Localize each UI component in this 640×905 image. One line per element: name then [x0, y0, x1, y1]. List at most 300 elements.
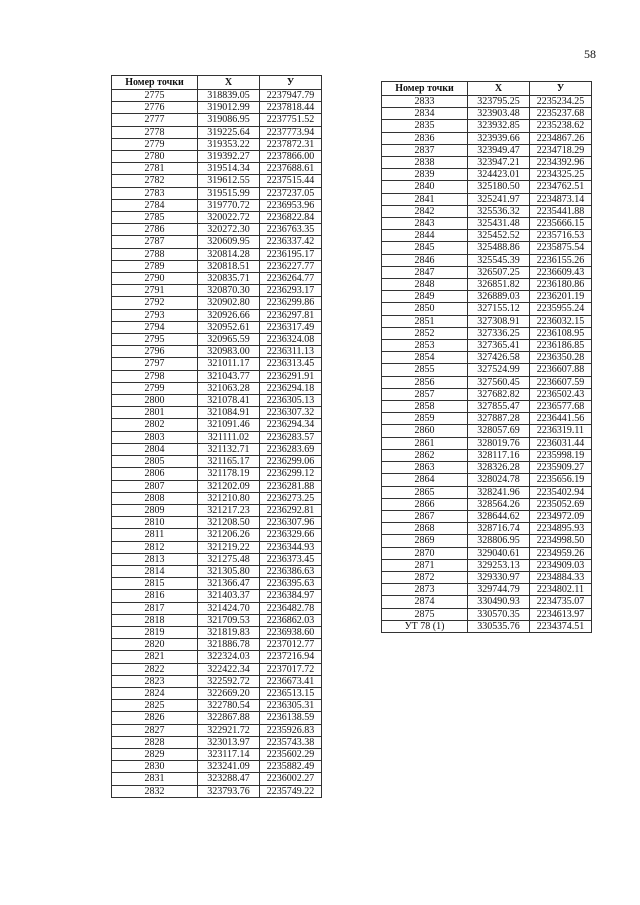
cell-point-number: 2835 [382, 120, 468, 132]
table-row [382, 620, 592, 632]
cell-x: 319012.99 [198, 102, 260, 114]
cell-point-number: 2778 [112, 126, 198, 138]
cell-y: 2236313.45 [260, 358, 322, 370]
cell-x: 319086.95 [198, 114, 260, 126]
table-row [382, 230, 592, 242]
table-row [112, 651, 322, 663]
cell-x: 319770.72 [198, 199, 260, 211]
cell-x: 320609.95 [198, 236, 260, 248]
cell-y: 2234802.11 [530, 584, 592, 596]
cell-x: 321208.50 [198, 517, 260, 529]
header-point-number: Номер точки [112, 76, 198, 90]
cell-x: 327855.47 [468, 401, 530, 413]
cell-x: 327308.91 [468, 315, 530, 327]
cell-point-number: 2856 [382, 376, 468, 388]
cell-point-number: 2777 [112, 114, 198, 126]
cell-x: 325488.86 [468, 242, 530, 254]
cell-point-number: 2861 [382, 437, 468, 449]
table-row [382, 498, 592, 510]
cell-x: 328326.28 [468, 462, 530, 474]
cell-point-number: 2804 [112, 443, 198, 455]
table-row [382, 413, 592, 425]
cell-point-number: 2794 [112, 321, 198, 333]
table-row [382, 266, 592, 278]
table-row [112, 395, 322, 407]
cell-x: 328644.62 [468, 510, 530, 522]
cell-y: 2236227.77 [260, 260, 322, 272]
cell-x: 319353.22 [198, 138, 260, 150]
cell-y: 2236138.59 [260, 712, 322, 724]
cell-y: 2236155.26 [530, 254, 592, 266]
table-row [382, 474, 592, 486]
cell-x: 320835.71 [198, 273, 260, 285]
table-row [112, 126, 322, 138]
cell-y: 2237773.94 [260, 126, 322, 138]
cell-x: 327336.25 [468, 327, 530, 339]
cell-x: 321043.77 [198, 370, 260, 382]
cell-point-number: 2845 [382, 242, 468, 254]
cell-y: 2235234.25 [530, 96, 592, 108]
cell-point-number: 2868 [382, 523, 468, 535]
table-row [112, 480, 322, 492]
table-row [112, 443, 322, 455]
cell-y: 2235926.83 [260, 724, 322, 736]
cell-point-number: 2816 [112, 590, 198, 602]
cell-point-number: 2840 [382, 181, 468, 193]
cell-x: 328024.78 [468, 474, 530, 486]
page-number: 58 [584, 47, 596, 61]
cell-y: 2236297.81 [260, 309, 322, 321]
cell-y: 2236319.11 [530, 425, 592, 437]
cell-point-number: 2833 [382, 96, 468, 108]
cell-x: 321217.23 [198, 504, 260, 516]
cell-x: 328716.74 [468, 523, 530, 535]
cell-y: 2236607.88 [530, 364, 592, 376]
cell-y: 2234867.26 [530, 132, 592, 144]
cell-x: 319225.64 [198, 126, 260, 138]
cell-y: 2237751.52 [260, 114, 322, 126]
cell-point-number: 2784 [112, 199, 198, 211]
table-row [112, 504, 322, 516]
cell-y: 2234972.09 [530, 510, 592, 522]
cell-point-number: УТ 78 (1) [382, 620, 468, 632]
table-row [382, 449, 592, 461]
table-row [112, 407, 322, 419]
cell-y: 2234884.33 [530, 571, 592, 583]
cell-y: 2235716.53 [530, 230, 592, 242]
cell-x: 326889.03 [468, 291, 530, 303]
table-row [382, 608, 592, 620]
cell-x: 321366.47 [198, 578, 260, 590]
cell-point-number: 2828 [112, 736, 198, 748]
table-row [382, 584, 592, 596]
cell-point-number: 2863 [382, 462, 468, 474]
cell-point-number: 2870 [382, 547, 468, 559]
table-row [112, 321, 322, 333]
cell-point-number: 2841 [382, 193, 468, 205]
cell-point-number: 2847 [382, 266, 468, 278]
cell-y: 2236441.56 [530, 413, 592, 425]
header-y: У [260, 76, 322, 90]
cell-point-number: 2818 [112, 614, 198, 626]
cell-y: 2236180.86 [530, 279, 592, 291]
cell-point-number: 2830 [112, 761, 198, 773]
cell-y: 2236294.18 [260, 382, 322, 394]
cell-x: 320818.51 [198, 260, 260, 272]
cell-y: 2236305.31 [260, 700, 322, 712]
cell-y: 2235602.29 [260, 748, 322, 760]
cell-y: 2234735.07 [530, 596, 592, 608]
table-header-row [112, 76, 322, 90]
cell-point-number: 2853 [382, 340, 468, 352]
table-row [382, 486, 592, 498]
table-row [112, 90, 322, 102]
cell-x: 329330.97 [468, 571, 530, 583]
table-row [382, 425, 592, 437]
cell-x: 322867.88 [198, 712, 260, 724]
cell-y: 2236186.85 [530, 340, 592, 352]
cell-point-number: 2820 [112, 639, 198, 651]
table-row [382, 340, 592, 352]
cell-point-number: 2873 [382, 584, 468, 596]
cell-y: 2236293.17 [260, 285, 322, 297]
cell-point-number: 2815 [112, 578, 198, 590]
table-row [112, 346, 322, 358]
cell-y: 2236344.93 [260, 541, 322, 553]
cell-point-number: 2821 [112, 651, 198, 663]
cell-y: 2235238.62 [530, 120, 592, 132]
cell-point-number: 2782 [112, 175, 198, 187]
table-row [382, 120, 592, 132]
cell-point-number: 2810 [112, 517, 198, 529]
cell-point-number: 2862 [382, 449, 468, 461]
cell-point-number: 2799 [112, 382, 198, 394]
table-row [382, 254, 592, 266]
cell-x: 320870.30 [198, 285, 260, 297]
cell-point-number: 2850 [382, 303, 468, 315]
cell-y: 2235882.49 [260, 761, 322, 773]
cell-point-number: 2792 [112, 297, 198, 309]
cell-x: 322669.20 [198, 687, 260, 699]
cell-x: 323947.21 [468, 157, 530, 169]
cell-x: 320814.28 [198, 248, 260, 260]
cell-point-number: 2812 [112, 541, 198, 553]
table-row [112, 151, 322, 163]
cell-x: 321210.80 [198, 492, 260, 504]
cell-x: 321886.78 [198, 639, 260, 651]
cell-x: 321403.37 [198, 590, 260, 602]
cell-y: 2236938.60 [260, 626, 322, 638]
cell-y: 2236291.91 [260, 370, 322, 382]
table-row [112, 724, 322, 736]
table-row [382, 96, 592, 108]
cell-x: 328806.95 [468, 535, 530, 547]
cell-y: 2236384.97 [260, 590, 322, 602]
cell-point-number: 2780 [112, 151, 198, 163]
cell-y: 2235656.19 [530, 474, 592, 486]
cell-x: 320272.30 [198, 224, 260, 236]
cell-y: 2236513.15 [260, 687, 322, 699]
cell-y: 2236577.68 [530, 401, 592, 413]
cell-point-number: 2854 [382, 352, 468, 364]
cell-point-number: 2844 [382, 230, 468, 242]
cell-y: 2234613.97 [530, 608, 592, 620]
table-row [112, 138, 322, 150]
table-row [112, 700, 322, 712]
cell-x: 321165.17 [198, 456, 260, 468]
cell-x: 328019.76 [468, 437, 530, 449]
table-row [112, 456, 322, 468]
cell-x: 323288.47 [198, 773, 260, 785]
table-row [112, 529, 322, 541]
cell-point-number: 2790 [112, 273, 198, 285]
cell-x: 329744.79 [468, 584, 530, 596]
cell-x: 319514.34 [198, 163, 260, 175]
table-row [382, 279, 592, 291]
table-row [112, 590, 322, 602]
cell-y: 2237872.31 [260, 138, 322, 150]
cell-x: 328564.26 [468, 498, 530, 510]
cell-x: 321063.28 [198, 382, 260, 394]
cell-x: 322780.54 [198, 700, 260, 712]
cell-y: 2236317.49 [260, 321, 322, 333]
cell-x: 323013.97 [198, 736, 260, 748]
cell-y: 2236822.84 [260, 212, 322, 224]
table-row [112, 663, 322, 675]
cell-point-number: 2802 [112, 419, 198, 431]
cell-y: 2236305.13 [260, 395, 322, 407]
cell-x: 323932.85 [468, 120, 530, 132]
cell-point-number: 2791 [112, 285, 198, 297]
cell-point-number: 2852 [382, 327, 468, 339]
cell-y: 2236607.59 [530, 376, 592, 388]
table-row [382, 157, 592, 169]
cell-y: 2235402.94 [530, 486, 592, 498]
table-row [112, 492, 322, 504]
cell-y: 2234718.29 [530, 144, 592, 156]
cell-y: 2236031.44 [530, 437, 592, 449]
cell-y: 2237515.44 [260, 175, 322, 187]
cell-y: 2234762.51 [530, 181, 592, 193]
cell-x: 328057.69 [468, 425, 530, 437]
cell-point-number: 2806 [112, 468, 198, 480]
cell-point-number: 2781 [112, 163, 198, 175]
cell-x: 321132.71 [198, 443, 260, 455]
cell-y: 2236032.15 [530, 315, 592, 327]
cell-point-number: 2819 [112, 626, 198, 638]
cell-y: 2236395.63 [260, 578, 322, 590]
cell-point-number: 2849 [382, 291, 468, 303]
table-row [112, 224, 322, 236]
table-row [112, 773, 322, 785]
coordinates-table-left [111, 75, 322, 798]
cell-x: 321111.02 [198, 431, 260, 443]
cell-y: 2236283.57 [260, 431, 322, 443]
cell-y: 2236299.06 [260, 456, 322, 468]
table-row [112, 736, 322, 748]
cell-point-number: 2789 [112, 260, 198, 272]
cell-y: 2235955.24 [530, 303, 592, 315]
cell-y: 2234873.14 [530, 193, 592, 205]
table-row [112, 187, 322, 199]
cell-y: 2237947.79 [260, 90, 322, 102]
cell-point-number: 2859 [382, 413, 468, 425]
cell-x: 320952.61 [198, 321, 260, 333]
table-row [112, 285, 322, 297]
cell-y: 2235052.69 [530, 498, 592, 510]
cell-x: 327560.45 [468, 376, 530, 388]
cell-y: 2236292.81 [260, 504, 322, 516]
table-row [112, 212, 322, 224]
table-row [382, 132, 592, 144]
cell-x: 322592.72 [198, 675, 260, 687]
cell-y: 2236350.28 [530, 352, 592, 364]
table-row [382, 327, 592, 339]
cell-point-number: 2814 [112, 565, 198, 577]
cell-y: 2236281.88 [260, 480, 322, 492]
table-row [112, 199, 322, 211]
cell-x: 321709.53 [198, 614, 260, 626]
cell-point-number: 2775 [112, 90, 198, 102]
table-row [112, 163, 322, 175]
cell-y: 2237866.00 [260, 151, 322, 163]
cell-x: 321219.22 [198, 541, 260, 553]
cell-y: 2235237.68 [530, 108, 592, 120]
cell-x: 323117.14 [198, 748, 260, 760]
cell-point-number: 2831 [112, 773, 198, 785]
cell-point-number: 2823 [112, 675, 198, 687]
table-row [112, 297, 322, 309]
cell-point-number: 2867 [382, 510, 468, 522]
cell-y: 2236299.86 [260, 297, 322, 309]
cell-y: 2237017.72 [260, 663, 322, 675]
cell-y: 2236953.96 [260, 199, 322, 211]
cell-x: 325452.52 [468, 230, 530, 242]
cell-x: 327524.99 [468, 364, 530, 376]
cell-y: 2236002.27 [260, 773, 322, 785]
cell-y: 2236307.32 [260, 407, 322, 419]
cell-x: 325536.32 [468, 205, 530, 217]
cell-x: 321424.70 [198, 602, 260, 614]
cell-x: 330535.76 [468, 620, 530, 632]
cell-x: 321206.26 [198, 529, 260, 541]
cell-y: 2237012.77 [260, 639, 322, 651]
cell-point-number: 2824 [112, 687, 198, 699]
cell-x: 319612.55 [198, 175, 260, 187]
table-row [112, 370, 322, 382]
cell-y: 2236337.42 [260, 236, 322, 248]
cell-x: 330490.93 [468, 596, 530, 608]
table-row [112, 309, 322, 321]
table-row [112, 273, 322, 285]
cell-y: 2235743.38 [260, 736, 322, 748]
table-row [382, 547, 592, 559]
cell-point-number: 2855 [382, 364, 468, 376]
cell-y: 2236273.25 [260, 492, 322, 504]
cell-point-number: 2871 [382, 559, 468, 571]
table-row [382, 388, 592, 400]
cell-y: 2237237.05 [260, 187, 322, 199]
cell-point-number: 2842 [382, 205, 468, 217]
cell-x: 321275.48 [198, 553, 260, 565]
table-row [112, 260, 322, 272]
cell-y: 2236195.17 [260, 248, 322, 260]
cell-x: 327887.28 [468, 413, 530, 425]
cell-x: 318839.05 [198, 90, 260, 102]
table-row [112, 785, 322, 797]
header-x: X [198, 76, 260, 90]
coordinates-table-right [381, 81, 592, 633]
cell-x: 320902.80 [198, 297, 260, 309]
table-row [112, 334, 322, 346]
cell-point-number: 2822 [112, 663, 198, 675]
cell-y: 2234895.93 [530, 523, 592, 535]
cell-y: 2235666.15 [530, 218, 592, 230]
table-row [112, 175, 322, 187]
cell-y: 2234392.96 [530, 157, 592, 169]
cell-point-number: 2809 [112, 504, 198, 516]
cell-x: 322921.72 [198, 724, 260, 736]
table-row [382, 291, 592, 303]
table-row [112, 114, 322, 126]
cell-x: 329040.61 [468, 547, 530, 559]
table-row [112, 761, 322, 773]
cell-point-number: 2783 [112, 187, 198, 199]
cell-x: 321084.91 [198, 407, 260, 419]
cell-x: 321078.41 [198, 395, 260, 407]
table-row [112, 614, 322, 626]
cell-x: 327365.41 [468, 340, 530, 352]
cell-x: 327682.82 [468, 388, 530, 400]
cell-point-number: 2779 [112, 138, 198, 150]
cell-y: 2235909.27 [530, 462, 592, 474]
cell-y: 2236609.43 [530, 266, 592, 278]
table-row [382, 205, 592, 217]
cell-x: 321819.83 [198, 626, 260, 638]
cell-point-number: 2866 [382, 498, 468, 510]
cell-y: 2236108.95 [530, 327, 592, 339]
table-row [382, 523, 592, 535]
cell-point-number: 2807 [112, 480, 198, 492]
cell-point-number: 2825 [112, 700, 198, 712]
table-row [112, 626, 322, 638]
table-row [112, 517, 322, 529]
cell-point-number: 2838 [382, 157, 468, 169]
cell-x: 323795.25 [468, 96, 530, 108]
table-row [382, 181, 592, 193]
table-row [382, 401, 592, 413]
header-x: X [468, 82, 530, 96]
cell-point-number: 2834 [382, 108, 468, 120]
table-row [382, 535, 592, 547]
table-row [382, 303, 592, 315]
cell-point-number: 2786 [112, 224, 198, 236]
table-row [112, 687, 322, 699]
table-row [382, 193, 592, 205]
cell-y: 2236264.77 [260, 273, 322, 285]
table-row [112, 639, 322, 651]
table-row [382, 571, 592, 583]
cell-point-number: 2829 [112, 748, 198, 760]
cell-y: 2234325.25 [530, 169, 592, 181]
cell-y: 2237688.61 [260, 163, 322, 175]
table-row [382, 144, 592, 156]
cell-point-number: 2788 [112, 248, 198, 260]
cell-x: 324423.01 [468, 169, 530, 181]
cell-y: 2236862.03 [260, 614, 322, 626]
table-row [112, 602, 322, 614]
table-row [382, 559, 592, 571]
